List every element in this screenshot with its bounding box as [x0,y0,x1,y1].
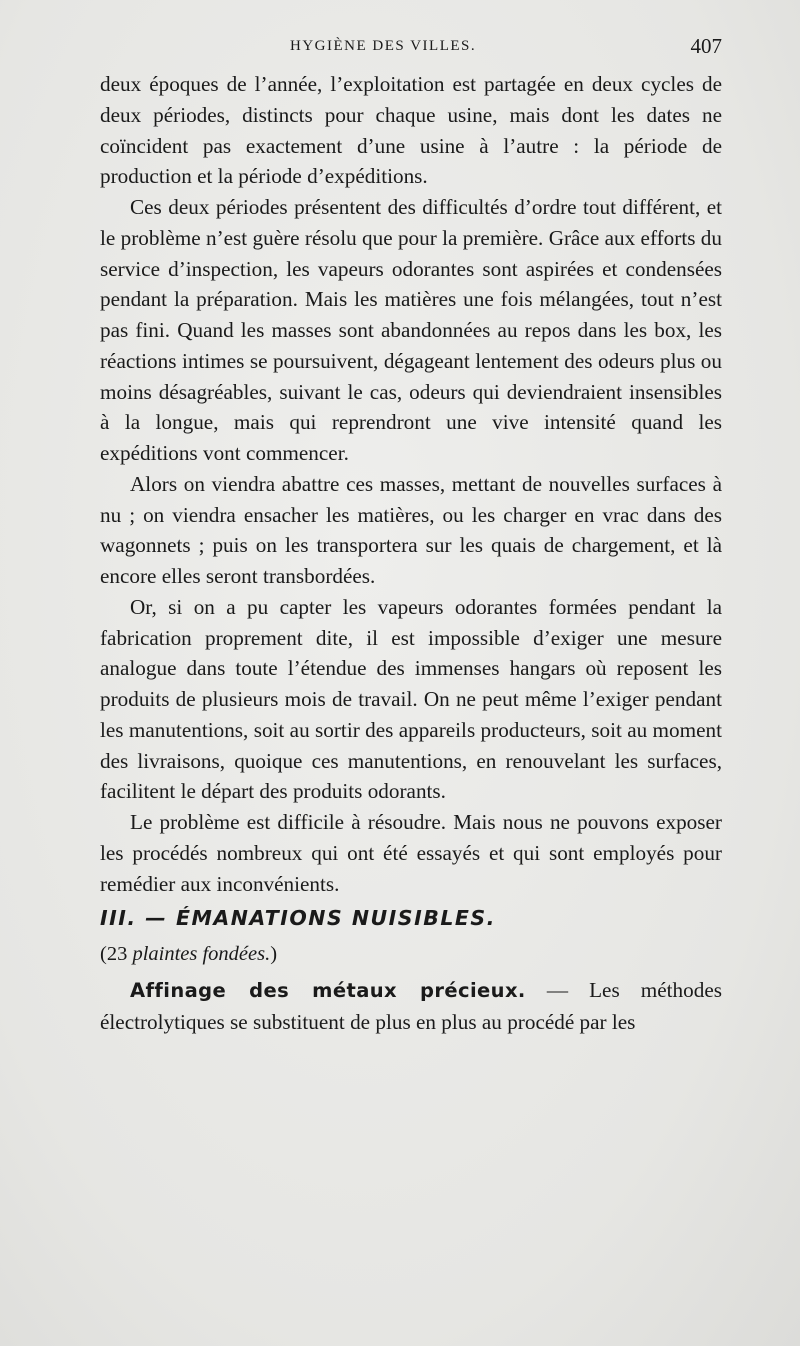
paragraph-continuation: deux époques de l’année, l’exploitation est partagée en deux cycles de deux périodes, distincts pour chaque usine, mais dont les dates ne coïncident pas exactement d’une usine à l’autre : la période de production et la période d’expéditions. [100,72,722,189]
section-subtitle [100,937,722,971]
subtitle-close: ) [270,943,278,966]
page-header [100,34,722,64]
subtitle-italic: plaintes fondées. [132,943,271,966]
final-paragraph-text: — Les méthodes électrolytiques se substituent de plus en plus au procédé par les [100,978,722,1034]
subtitle-open: (23 [100,943,133,966]
paragraph: Or, si on a pu capter les vapeurs odorantes formées pendant la fabrication proprement dite, il est impossible d’exiger une mesure analogue dans toute l’étendue des immenses hangars où reposent les produits de plusieurs mois de travail. On ne peut même l’exiger pendant les manutentions, soit au sortir des appareils producteurs, soit au moment des livraisons, quoique ces manutentions, en renouvelant les surfaces, facilitent le départ des produits odorants. [100,594,722,804]
body-text [100,69,722,1038]
running-title: HYGIÈNE DES VILLES. [290,38,477,54]
paragraph: Le problème est difficile à résoudre. Mais nous ne pouvons exposer les procédés nombreux qui ont été essayés et qui sont employés pour remédier aux inconvénients. [100,810,722,896]
run-in-heading: Affinage des métaux précieux. [130,979,526,1003]
page-number: 407 [690,34,722,58]
section-title: III. — ÉMANATIONS NUISIBLES. [100,906,496,931]
paragraph: Ces deux périodes présentent des difficultés d’ordre tout différent, et le problème n’est guère résolu que pour la première. Grâce aux efforts du service d’inspection, les vapeurs odorantes sont aspirées et condensées pendant la préparation. Mais les matières une fois mélangées, tout n’est pas fini. Quand les masses sont abandonnées au repos dans les box, les réactions intimes se poursuivent, dégageant lentement des odeurs plus ou moins désagréables, suivant le cas, odeurs qui deviendraient insensibles à la longue, mais qui reprendront une vive intensité quand les expéditions vont commencer. [100,195,722,465]
paragraph-final [100,975,722,1038]
paragraph: Alors on viendra abattre ces masses, mettant de nouvelles surfaces à nu ; on viendra ensacher les matières, ou les charger en vrac dans des wagonnets ; puis on les transportera sur les quais de chargement, et là encore elles seront transbordées. [100,471,722,588]
